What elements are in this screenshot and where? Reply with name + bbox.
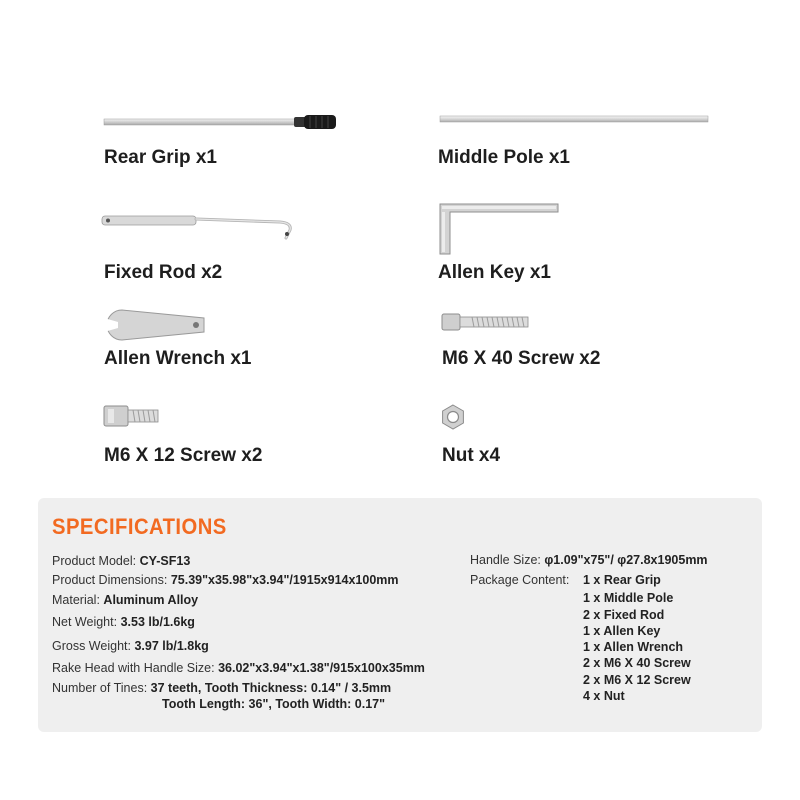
package-item: 2 x Fixed Rod [583, 608, 665, 622]
spec-tines-line2: Tooth Length: 36", Tooth Width: 0.17" [162, 697, 386, 711]
spec-package-content: Package Content: [470, 573, 570, 587]
nut-icon [440, 404, 466, 430]
middle-pole-icon [440, 114, 710, 126]
m6x40-screw-label: M6 X 40 Screw x2 [442, 348, 601, 369]
middle-pole-label: Middle Pole x1 [438, 147, 570, 168]
fixed-rod-label: Fixed Rod x2 [104, 262, 223, 283]
spec-handle-size: Handle Size: φ1.09"x75"/ φ27.8x1905mm [470, 553, 708, 567]
nut-label: Nut x4 [442, 445, 501, 466]
package-item: 2 x M6 X 40 Screw [583, 656, 691, 670]
spec-number-of-tines: Number of Tines: 37 teeth, Tooth Thickness: 0.14" / 3.5mm [52, 681, 392, 695]
spec-rake-head-size: Rake Head with Handle Size: 36.02"x3.94"x1.38"/915x100x35mm [52, 661, 425, 675]
package-item: 1 x Rear Grip [583, 573, 661, 587]
package-item: 1 x Allen Wrench [583, 640, 684, 654]
allen-wrench-icon [100, 306, 212, 344]
rear-grip-label: Rear Grip x1 [104, 147, 217, 168]
spec-gross-weight: Gross Weight: 3.97 lb/1.8kg [52, 639, 209, 653]
m6x40-screw-icon [442, 312, 532, 332]
spec-net-weight: Net Weight: 3.53 lb/1.6kg [52, 615, 195, 629]
allen-key-label: Allen Key x1 [438, 262, 551, 283]
package-item: 1 x Allen Key [583, 624, 661, 638]
package-item: 4 x Nut [583, 689, 625, 703]
allen-key-icon [432, 198, 564, 260]
specifications-title: SPECIFICATIONS [52, 514, 227, 539]
package-item: 1 x Middle Pole [583, 591, 674, 605]
fixed-rod-icon [100, 210, 300, 244]
allen-wrench-label: Allen Wrench x1 [104, 348, 252, 369]
rear-grip-icon [104, 112, 340, 134]
spec-product-model: Product Model: CY-SF13 [52, 554, 191, 568]
spec-product-dimensions: Product Dimensions: 75.39"x35.98"x3.94"/1915x914x100mm [52, 573, 399, 587]
package-item: 2 x M6 X 12 Screw [583, 673, 691, 687]
spec-material: Material: Aluminum Alloy [52, 593, 199, 607]
m6x12-screw-label: M6 X 12 Screw x2 [104, 445, 263, 466]
specifications-panel [38, 498, 762, 732]
m6x12-screw-icon [104, 404, 162, 428]
